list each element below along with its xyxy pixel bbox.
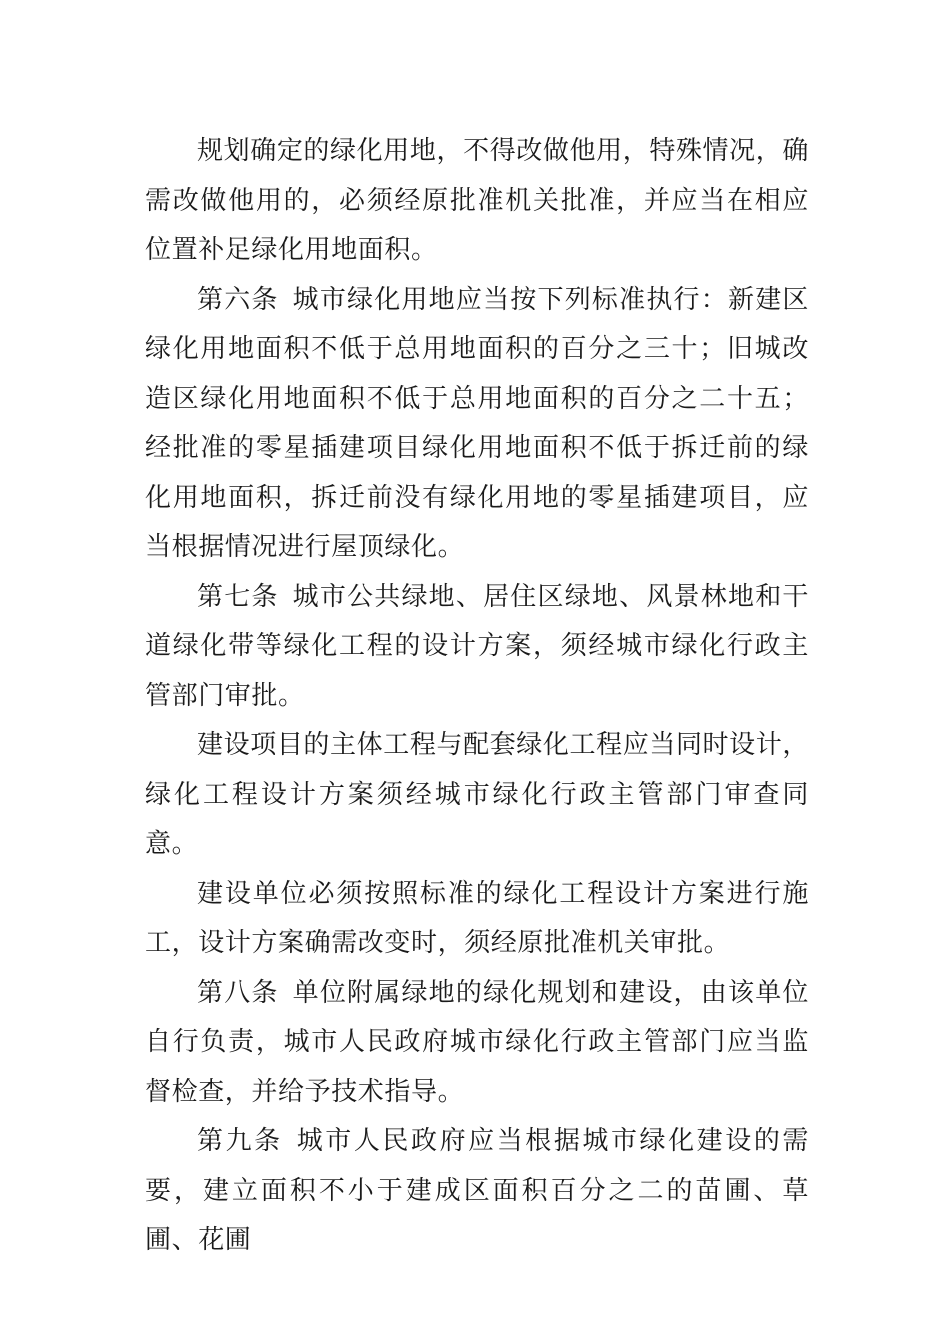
paragraph-text: 建设单位必须按照标准的绿化工程设计方案进行施工，设计方案确需改变时，须经原批准机关审批。 — [145, 878, 809, 958]
paragraph-text: 城市绿化用地应当按下列标准执行：新建区绿化用地面积不低于总用地面积的百分之三十；旧城改造区绿化用地面积不低于总用地面积的百分之二十五；经批准的零星插建项目绿化用地面积不低于拆迁前的绿化用地面积，拆迁前没有绿化用地的零星插建项目，应当根据情况进行屋顶绿化。 — [145, 284, 809, 562]
paragraph-text: 单位附属绿地的绿化规划和建设，由该单位自行负责，城市人民政府城市绿化行政主管部门应当监督检查，并给予技术指导。 — [145, 977, 809, 1107]
article-8-paragraph — [145, 969, 809, 1118]
article-label: 第九条 — [197, 1126, 283, 1156]
paragraph-1 — [145, 127, 809, 276]
article-6-paragraph — [145, 276, 809, 573]
paragraph-5 — [145, 870, 809, 969]
paragraph-text: 规划确定的绿化用地，不得改做他用，特殊情况，确需改做他用的，必须经原批准机关批准，并应当在相应位置补足绿化用地面积。 — [145, 136, 809, 265]
article-label: 第六条 — [197, 284, 279, 315]
paragraph-text: 建设项目的主体工程与配套绿化工程应当同时设计，绿化工程设计方案须经城市绿化行政主管部门审查同意。 — [145, 730, 809, 859]
paragraph-text: 城市公共绿地、居住区绿地、风景林地和干道绿化带等绿化工程的设计方案，须经城市绿化行政主管部门审批。 — [145, 581, 809, 711]
article-9-paragraph — [145, 1117, 809, 1266]
article-label: 第八条 — [197, 977, 279, 1008]
article-label: 第七条 — [197, 581, 279, 612]
document-body — [145, 127, 809, 1266]
paragraph-text: 城市人民政府应当根据城市绿化建设的需要，建立面积不小于建成区面积百分之二的苗圃、草圃、花圃 — [145, 1126, 809, 1255]
article-7-paragraph — [145, 573, 809, 722]
paragraph-4 — [145, 721, 809, 870]
